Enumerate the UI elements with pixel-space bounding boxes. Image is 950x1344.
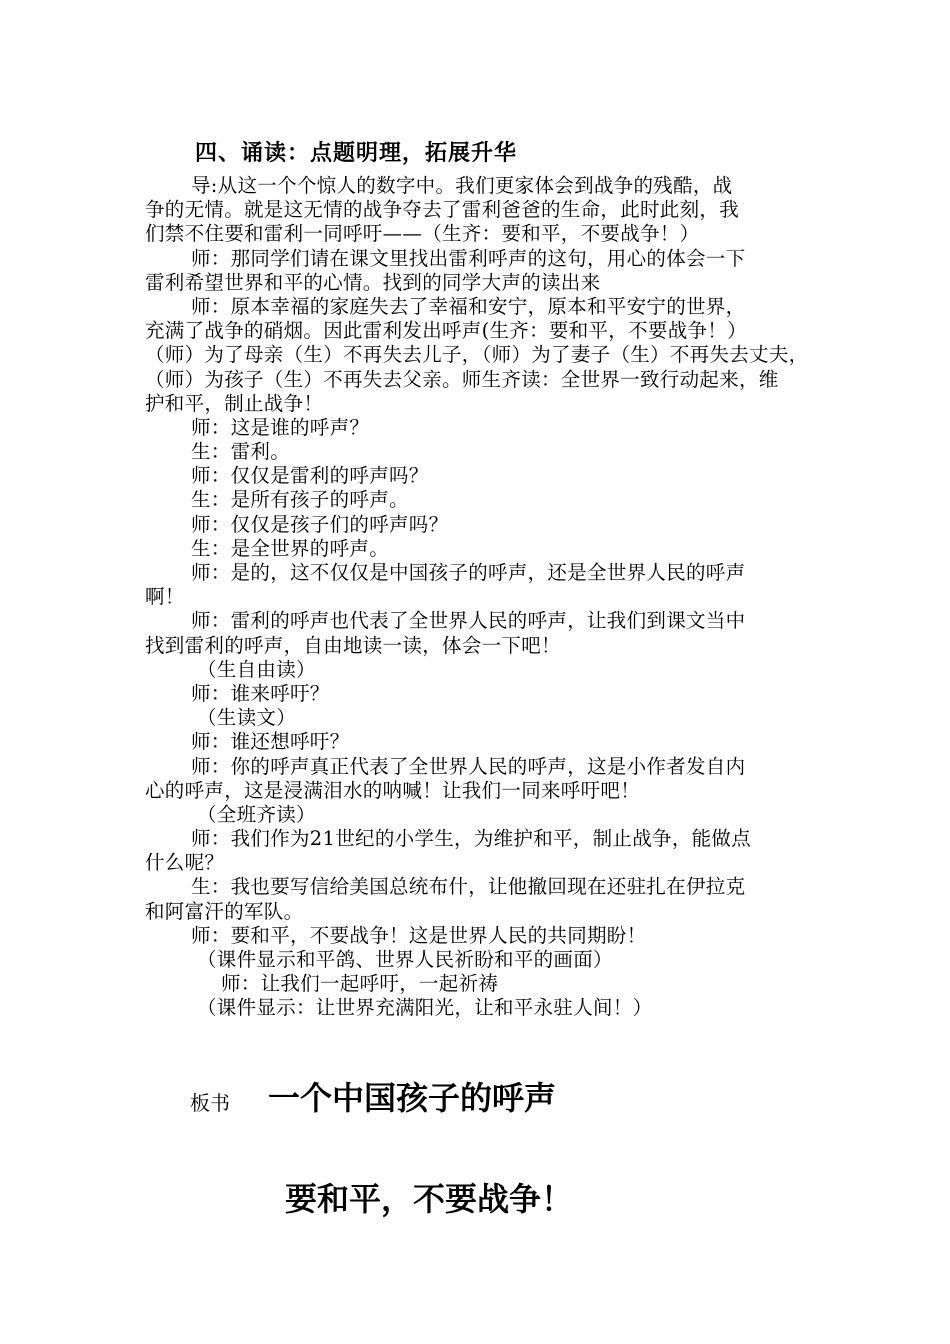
text-line: 师：要和平，不要战争！这是世界人民的共同期盼！ xyxy=(191,923,647,947)
text-line: 师：原本幸福的家庭失去了幸福和安宁，原本和平安宁的世界， xyxy=(191,294,746,318)
text-line: （师）为孩子（生）不再失去父亲。师生齐读：全世界一致行动起来，维 xyxy=(145,367,779,391)
text-line: 生：是所有孩子的呼声。 xyxy=(191,488,409,512)
text-line: 师：是的，这不仅仅是中国孩子的呼声，还是全世界人民的呼声 xyxy=(191,561,746,584)
text-line: 心的呼声，这是浸满泪水的呐喊！让我们一同来呼吁吧！ xyxy=(145,778,641,802)
text-line: 师：我们作为21世纪的小学生，为维护和平，制止战争，能做点 xyxy=(191,827,752,851)
text-line: （生自由读） xyxy=(197,657,316,681)
lesson-body xyxy=(145,174,815,1021)
text-line: （师）为了母亲（生）不再失去儿子，（师）为了妻子（生）不再失去丈夫， xyxy=(145,343,809,367)
text-line: 师：仅仅是孩子们的呼声吗？ xyxy=(191,512,449,536)
text-line: （全班齐读） xyxy=(197,802,316,826)
text-line: 生：我也要写信给美国总统布什，让他撤回现在还驻扎在伊拉克 xyxy=(191,875,746,899)
text-line: 师：谁还想呼吁？ xyxy=(191,730,350,754)
text-line: 什么呢？ xyxy=(145,851,225,875)
text-line: 生：雷利。 xyxy=(191,440,291,464)
text-line: 师：仅仅是雷利的呼声吗？ xyxy=(191,464,429,488)
text-line: 师：你的呼声真正代表了全世界人民的呼声，这是小作者发自内 xyxy=(191,754,746,778)
text-line: 争的无情。就是这无情的战争夺去了雷利爸爸的生命，此时此刻，我 xyxy=(145,198,740,222)
text-line: 导:从这一个个惊人的数字中。我们更家体会到战争的残酷，战 xyxy=(191,174,733,197)
text-line: 找到雷利的呼声，自由地读一读，体会一下吧！ xyxy=(145,633,561,657)
text-line: 师：那同学们请在课文里找出雷利呼声的这句，用心的体会一下 xyxy=(191,246,746,270)
text-line: 师：让我们一起呼吁，一起祈祷 xyxy=(221,972,499,996)
board-slogan: 要和平，不要战争！ xyxy=(285,1180,574,1218)
text-line: 雷利希望世界和平的心情。找到的同学大声的读出来 xyxy=(145,270,601,294)
text-line: （课件显示：让世界充满阳光，让和平永驻人间！） xyxy=(197,996,653,1020)
text-line: （生读文） xyxy=(197,706,297,730)
text-line: 师：谁来呼吁？ xyxy=(191,681,330,705)
text-line: （课件显示和平鸽、世界人民祈盼和平的画面） xyxy=(197,948,613,971)
board-label: 板书 xyxy=(190,1091,230,1115)
text-line: 师：雷利的呼声也代表了全世界人民的呼声，让我们到课文当中 xyxy=(191,609,746,633)
text-line: 生：是全世界的呼声。 xyxy=(191,536,390,560)
text-line: 充满了战争的硝烟。因此雷利发出呼声(生齐：要和平，不要战争！） xyxy=(145,319,747,343)
text-line: 师：这是谁的呼声？ xyxy=(191,415,370,439)
board-title: 一个中国孩子的呼声 xyxy=(268,1079,557,1117)
text-line: 们禁不住要和雷利一同呼吁——（生齐：要和平，不要战争！） xyxy=(145,222,700,246)
text-line: 啊！ xyxy=(145,585,185,609)
text-line: 护和平，制止战争！ xyxy=(145,391,324,415)
section-heading: 四、诵读：点题明理，拓展升华 xyxy=(195,141,518,166)
text-line: 和阿富汗的军队。 xyxy=(145,899,304,923)
